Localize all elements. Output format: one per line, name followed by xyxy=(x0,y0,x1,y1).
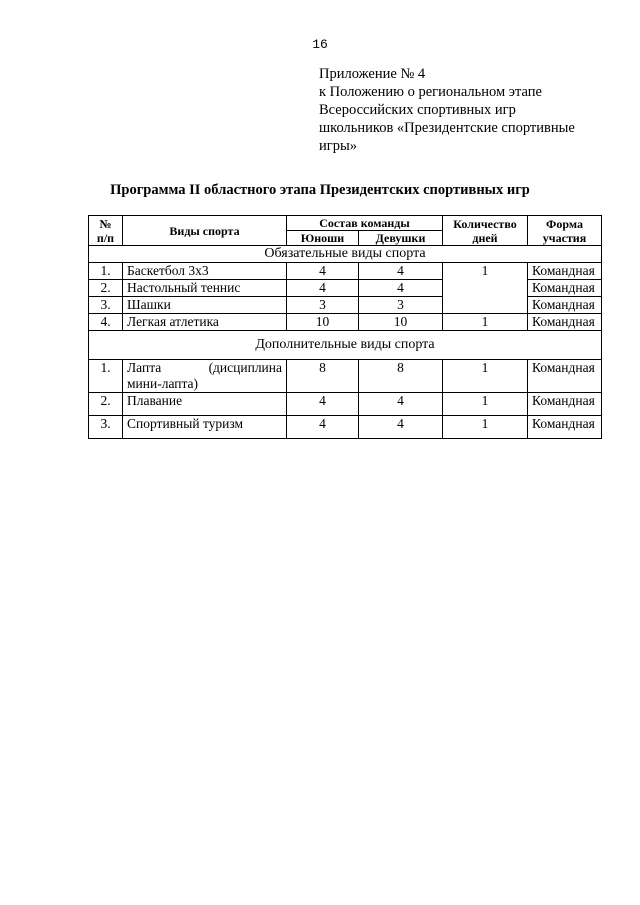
cell-sport-line: Лапта (дисциплина xyxy=(127,360,282,375)
cell-sport: Легкая атлетика xyxy=(123,314,287,331)
cell-days: 1 xyxy=(443,263,528,314)
cell-num: 3. xyxy=(89,416,123,439)
section-required: Обязательные виды спорта xyxy=(89,246,602,263)
page-number: 16 xyxy=(312,37,328,52)
appendix-line: к Положению о региональном этапе xyxy=(319,84,542,100)
cell-girls: 8 xyxy=(359,360,443,393)
cell-girls: 10 xyxy=(359,314,443,331)
cell-num: 2. xyxy=(89,393,123,416)
cell-sport: Плавание xyxy=(123,393,287,416)
cell-boys: 4 xyxy=(287,393,359,416)
header-num: № п/п xyxy=(89,216,123,246)
cell-form: Командная xyxy=(528,280,602,297)
cell-days: 1 xyxy=(443,360,528,393)
cell-sport xyxy=(123,360,287,393)
header-form: Форма участия xyxy=(528,216,602,246)
appendix-note xyxy=(319,65,619,155)
cell-sport: Шашки xyxy=(123,297,287,314)
header-team: Состав команды xyxy=(287,216,443,231)
cell-form: Командная xyxy=(528,263,602,280)
header-boys: Юноши xyxy=(287,231,359,246)
table-row xyxy=(89,360,602,393)
appendix-line: Приложение № 4 xyxy=(319,66,426,82)
cell-days: 1 xyxy=(443,416,528,439)
cell-boys: 4 xyxy=(287,416,359,439)
cell-form: Командная xyxy=(528,314,602,331)
cell-boys: 4 xyxy=(287,280,359,297)
cell-girls: 4 xyxy=(359,416,443,439)
cell-num: 4. xyxy=(89,314,123,331)
document-title: Программа II областного этапа Президентских спортивных игр xyxy=(110,182,530,198)
appendix-line: игры» xyxy=(319,138,357,154)
cell-boys: 3 xyxy=(287,297,359,314)
program-table xyxy=(88,215,602,439)
cell-form: Командная xyxy=(528,393,602,416)
cell-form: Командная xyxy=(528,416,602,439)
section-row xyxy=(89,246,602,263)
cell-num: 1. xyxy=(89,360,123,393)
section-row xyxy=(89,331,602,360)
cell-num: 3. xyxy=(89,297,123,314)
cell-boys: 10 xyxy=(287,314,359,331)
cell-days: 1 xyxy=(443,314,528,331)
cell-num: 1. xyxy=(89,263,123,280)
table-row xyxy=(89,393,602,416)
cell-girls: 4 xyxy=(359,280,443,297)
cell-form: Командная xyxy=(528,297,602,314)
cell-girls: 4 xyxy=(359,393,443,416)
header-days: Количество дней xyxy=(443,216,528,246)
table-row xyxy=(89,314,602,331)
cell-sport-line: мини-лапта) xyxy=(127,376,199,391)
cell-days: 1 xyxy=(443,393,528,416)
section-additional: Дополнительные виды спорта xyxy=(89,331,602,360)
table-row xyxy=(89,416,602,439)
cell-girls: 3 xyxy=(359,297,443,314)
cell-sport: Спортивный туризм xyxy=(123,416,287,439)
table-header-row xyxy=(89,216,602,231)
header-girls: Девушки xyxy=(359,231,443,246)
cell-girls: 4 xyxy=(359,263,443,280)
cell-sport: Баскетбол 3х3 xyxy=(123,263,287,280)
cell-boys: 8 xyxy=(287,360,359,393)
cell-sport: Настольный теннис xyxy=(123,280,287,297)
table-row xyxy=(89,263,602,280)
cell-boys: 4 xyxy=(287,263,359,280)
appendix-line: школьников «Президентские спортивные xyxy=(319,120,575,136)
cell-form: Командная xyxy=(528,360,602,393)
cell-num: 2. xyxy=(89,280,123,297)
appendix-line: Всероссийских спортивных игр xyxy=(319,102,516,118)
header-sport: Виды спорта xyxy=(123,216,287,246)
